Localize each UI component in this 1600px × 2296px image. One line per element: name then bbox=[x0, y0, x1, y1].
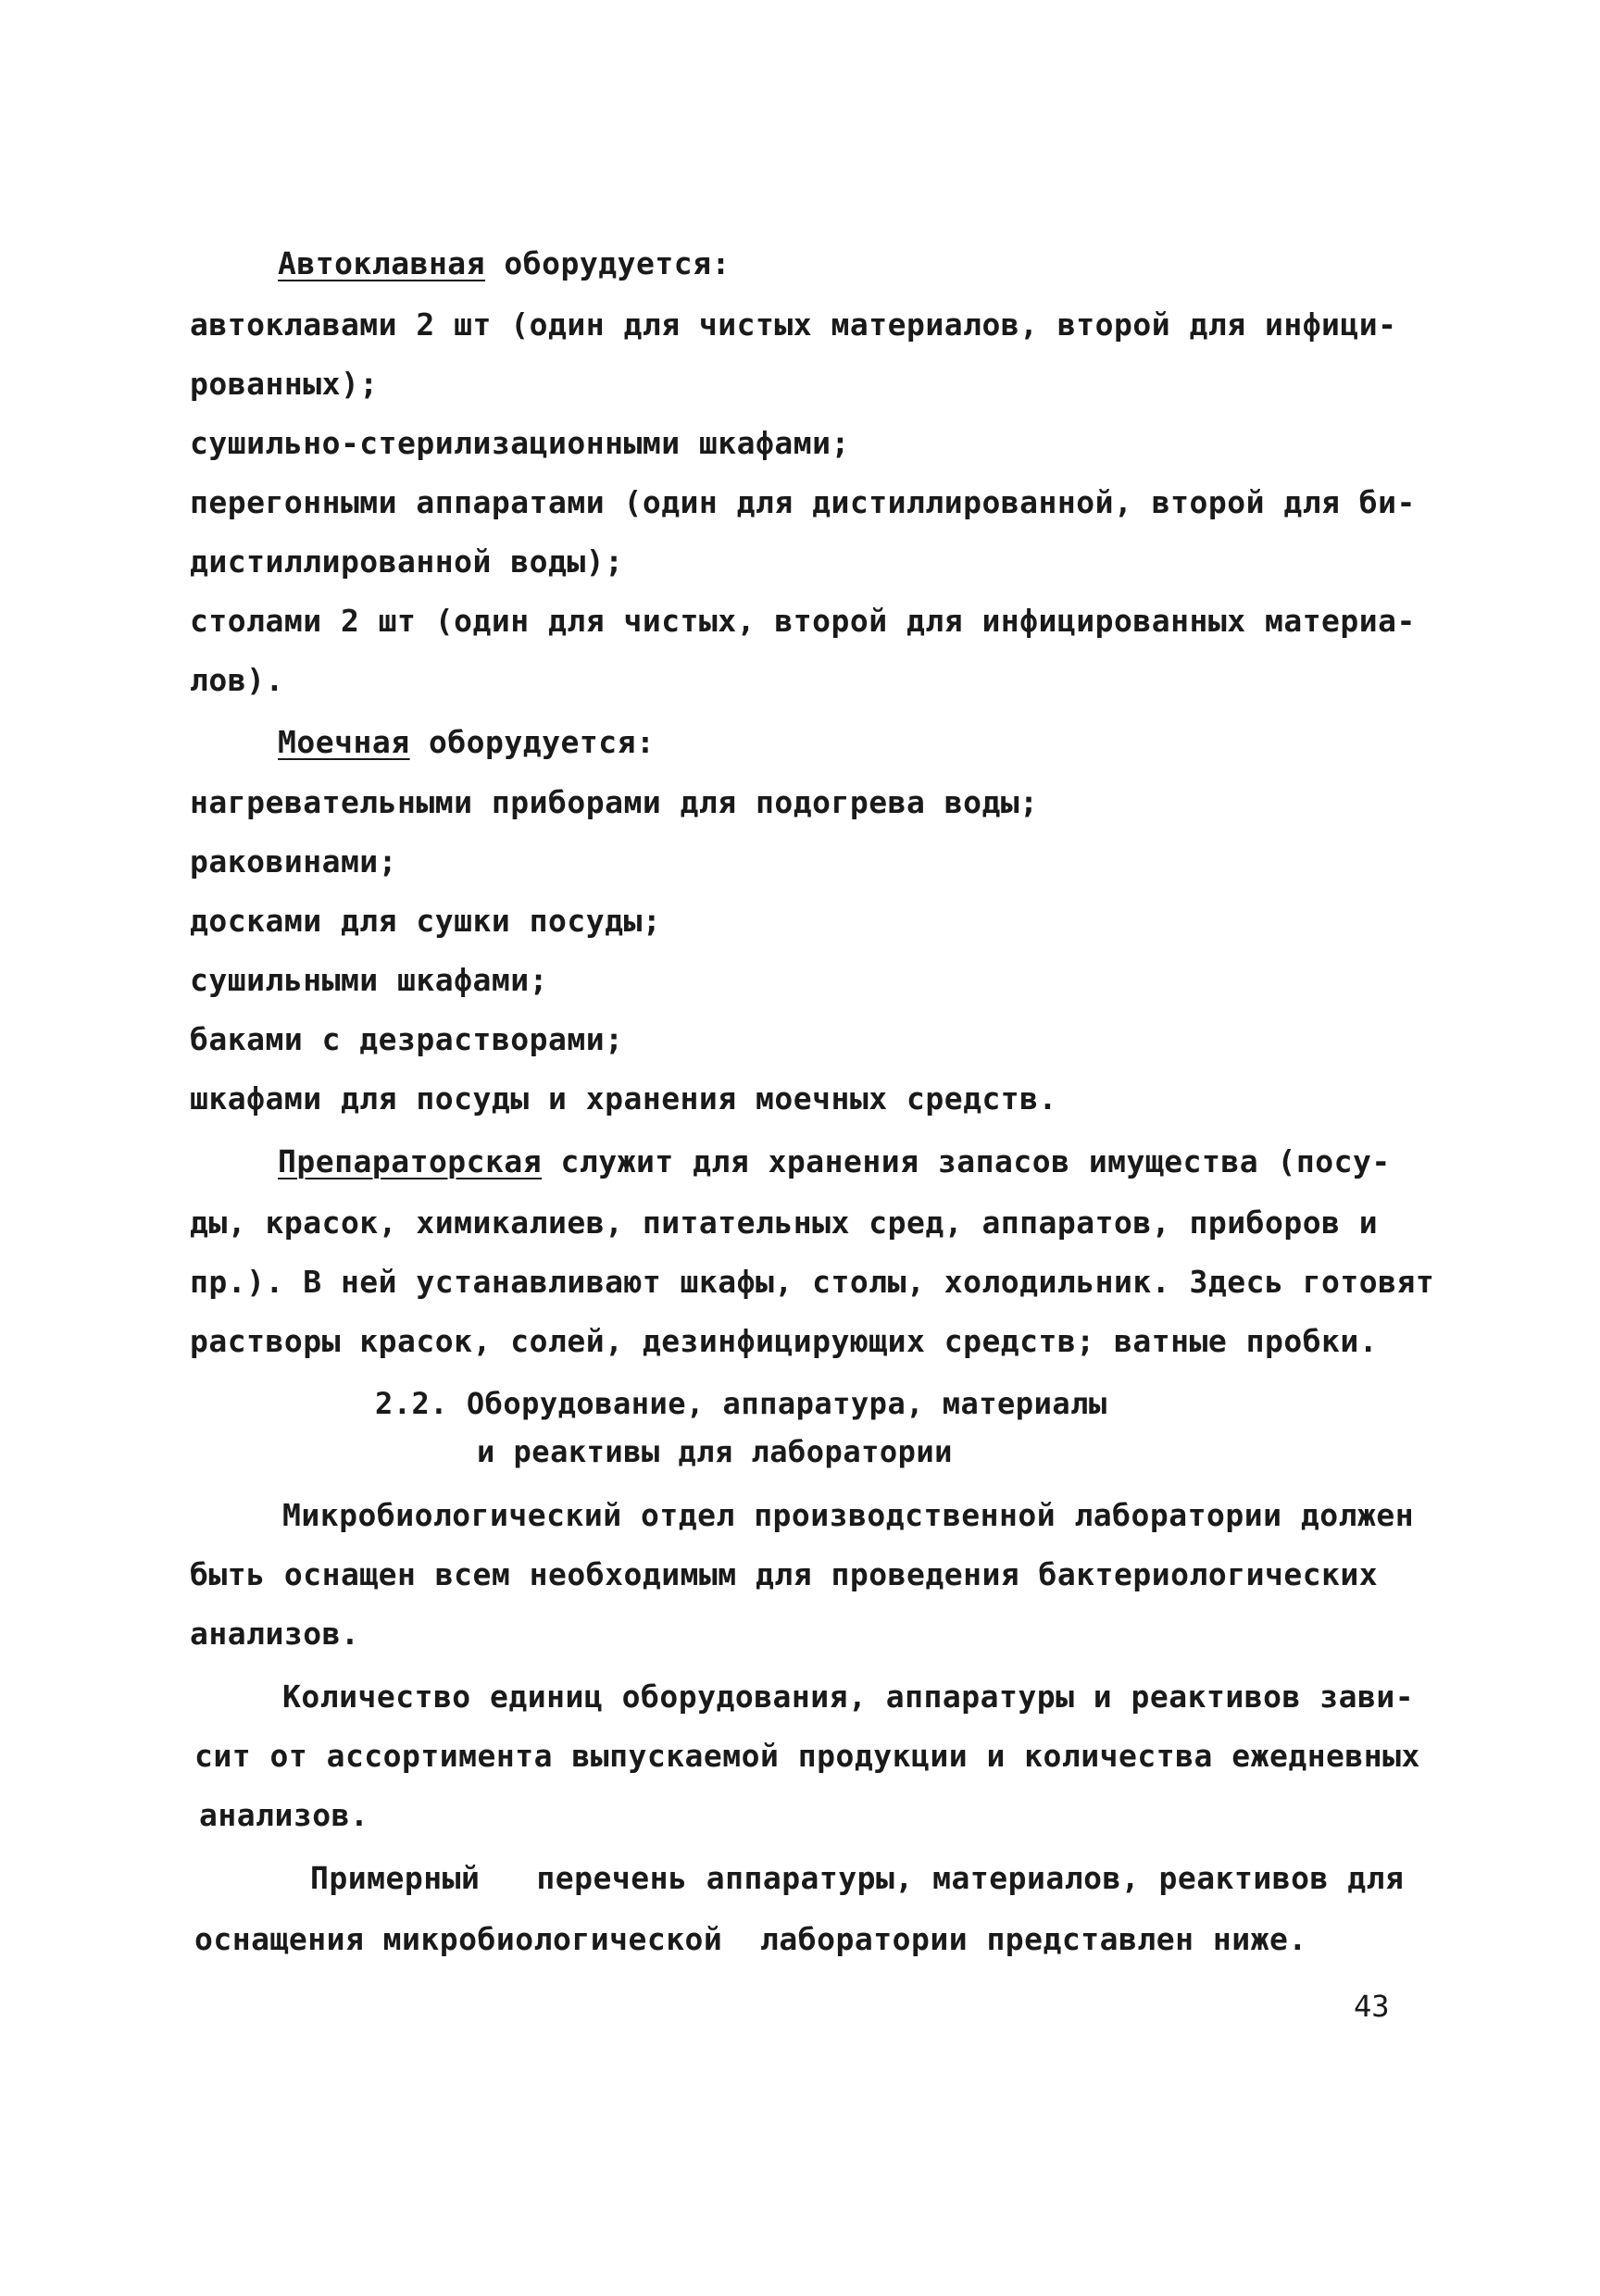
para2-line-2: сит от ассортимента выпускаемой продукции и количества ежедневных bbox=[194, 1738, 1420, 1774]
prep-room-title: Препараторская bbox=[278, 1143, 543, 1179]
washroom-line-6: шкафами для посуды и хранения моечных средств. bbox=[190, 1080, 1057, 1117]
autoclave-line-1: автоклавами 2 шт (один для чистых материалов, второй для инфици- bbox=[190, 306, 1397, 343]
washroom-intro: оборудуется: bbox=[409, 724, 656, 760]
prep-room-line-3: пр.). В ней устанавливают шкафы, столы, холодильник. Здесь готовят bbox=[190, 1264, 1435, 1300]
autoclave-line-7: лов). bbox=[190, 662, 284, 698]
para1-line-2: быть оснащен всем необходимым для проведения бактериологических bbox=[190, 1556, 1379, 1592]
autoclave-line-6: столами 2 шт (один для чистых, второй для инфицированных материа- bbox=[190, 603, 1416, 639]
washroom-line-1: нагревательными приборами для подогрева воды; bbox=[190, 784, 1039, 820]
washroom-line-4: сушильными шкафами; bbox=[190, 962, 548, 998]
para3-line-1: Примерный перечень аппаратуры, материалов, реактивов для bbox=[310, 1860, 1405, 1896]
autoclave-intro: оборудуется: bbox=[485, 245, 731, 281]
section-2-2-heading-line2: и реактивы для лаборатории bbox=[477, 1434, 953, 1469]
section-2-2-heading-line1: 2.2. Оборудование, аппаратура, материалы bbox=[375, 1386, 1107, 1421]
prep-room-first-rest: служит для хранения запасов имущества (посу- bbox=[542, 1143, 1391, 1179]
para1-line-1: Микробиологический отдел производственной лаборатории должен bbox=[282, 1497, 1415, 1533]
autoclave-intro-line bbox=[278, 245, 731, 281]
para3-line-2: оснащения микробиологической лаборатории представлен ниже. bbox=[194, 1921, 1307, 1957]
washroom-line-2: раковинами; bbox=[190, 843, 398, 880]
autoclave-line-3: сушильно-стерилизационными шкафами; bbox=[190, 425, 850, 461]
para2-line-1: Количество единиц оборудования, аппаратуры и реактивов зави- bbox=[282, 1678, 1415, 1715]
prep-room-line-4: растворы красок, солей, дезинфицирующих средств; ватные пробки. bbox=[190, 1323, 1379, 1359]
washroom-intro-line bbox=[278, 724, 656, 760]
washroom-line-3: досками для сушки посуды; bbox=[190, 903, 662, 939]
prep-room-line-2: ды, красок, химикалиев, питательных сред, аппаратов, приборов и bbox=[190, 1204, 1379, 1241]
washroom-line-5: баками с дезрастворами; bbox=[190, 1021, 624, 1057]
para1-line-3: анализов. bbox=[190, 1616, 360, 1652]
page-number: 43 bbox=[1354, 1989, 1390, 2024]
autoclave-line-4: перегонными аппаратами (один для дистиллированной, второй для би- bbox=[190, 484, 1416, 520]
autoclave-line-2: рованных); bbox=[190, 366, 379, 402]
autoclave-line-5: дистиллированной воды); bbox=[190, 543, 624, 580]
washroom-title: Моечная bbox=[278, 724, 410, 760]
autoclave-title: Автоклавная bbox=[278, 245, 486, 281]
para2-line-3: анализов. bbox=[199, 1797, 369, 1833]
prep-room-first-line bbox=[278, 1143, 1391, 1179]
